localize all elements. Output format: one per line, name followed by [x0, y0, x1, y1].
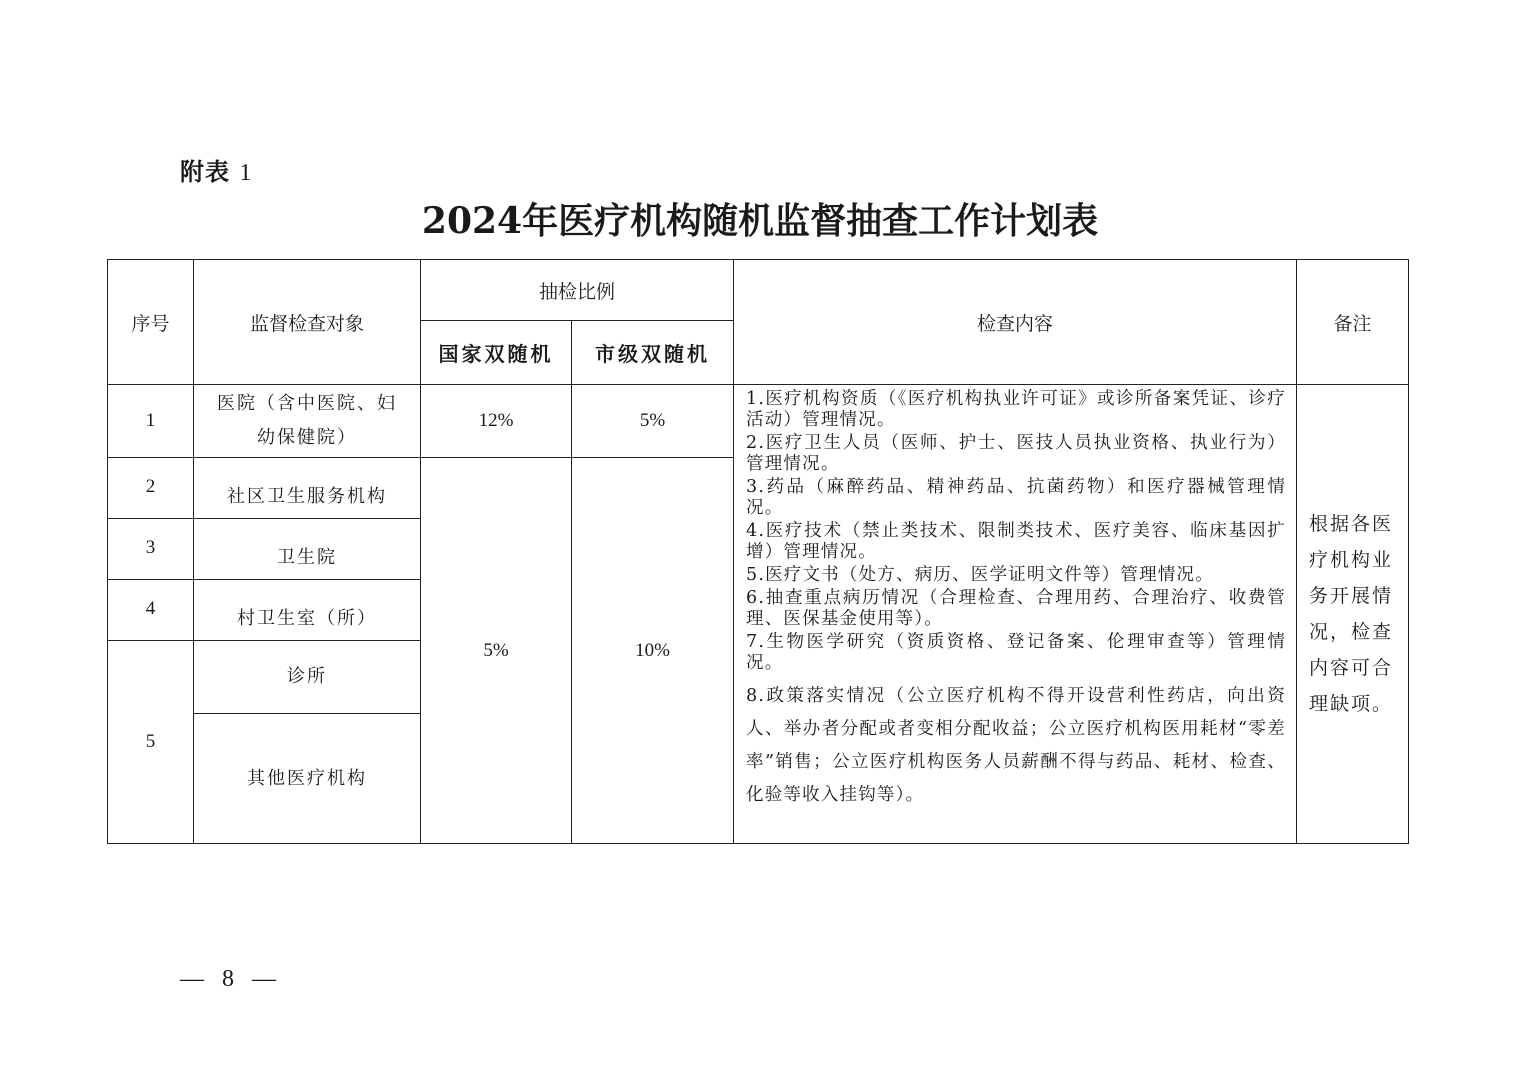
header-object: 监督检查对象: [194, 260, 421, 385]
content-item: 4.医疗技术（禁止类技术、限制类技术、医疗美容、临床基因扩增）管理情况。: [746, 521, 1287, 562]
attachment-prefix: 附表: [180, 158, 230, 186]
content-item: 3.药品（麻醉药品、精神药品、抗菌药物）和医疗器械管理情况。: [746, 477, 1287, 518]
row-seq: 2: [108, 458, 194, 519]
row-object: 社区卫生服务机构: [194, 458, 421, 519]
content-item: 6.抽查重点病历情况（合理检查、合理用药、合理治疗、收费管理、医保基金使用等）。: [746, 588, 1287, 629]
plan-table: [107, 259, 1409, 844]
row-seq: 4: [108, 580, 194, 641]
page-number: — 8 —: [180, 966, 282, 992]
row-seq: 5: [108, 641, 194, 844]
row-object: 诊所: [194, 641, 421, 714]
header-seq: 序号: [108, 260, 194, 385]
content-item: 2.医疗卫生人员（医师、护士、医技人员执业资格、执业行为）管理情况。: [746, 433, 1287, 474]
page-title: 2024年医疗机构随机监督抽查工作计划表: [421, 200, 1099, 242]
header-national: 国家双随机: [421, 321, 572, 385]
content-item: 8.政策落实情况（公立医疗机构不得开设营利性药店，向出资人、举办者分配或者变相分配收益；公立医疗机构医用耗材“零差率”销售；公立医疗机构医务人员薪酬不得与药品、耗材、检查、化验等收入挂钩等）。: [746, 686, 1287, 805]
content-item: 7.生物医学研究（资质资格、登记备案、伦理审查等）管理情况。: [746, 632, 1287, 673]
row-municipal-ratio: 5%: [572, 385, 734, 458]
header-remark: 备注: [1297, 260, 1409, 385]
content-item: 1.医疗机构资质（《医疗机构执业许可证》或诊所备案凭证、诊疗活动）管理情况。: [746, 389, 1287, 430]
header-content: 检查内容: [734, 260, 1297, 385]
header-ratio: 抽检比例: [421, 260, 734, 321]
attachment-label: [180, 152, 252, 187]
check-content-cell: [734, 385, 1297, 844]
row-national-ratio: 12%: [421, 385, 572, 458]
header-municipal: 市级双随机: [572, 321, 734, 385]
attachment-number: 1: [239, 160, 253, 186]
remark-cell: 根据各医疗机构业务开展情况，检查内容可合理缺项。: [1297, 385, 1409, 844]
row-object: 卫生院: [194, 519, 421, 580]
row-object: 医院（含中医院、妇幼保健院）: [194, 385, 421, 458]
row-object: 村卫生室（所）: [194, 580, 421, 641]
row-object: 其他医疗机构: [194, 714, 421, 844]
group-national-ratio: 5%: [421, 458, 572, 844]
row-seq: 3: [108, 519, 194, 580]
row-seq: 1: [108, 385, 194, 458]
content-item: 5.医疗文书（处方、病历、医学证明文件等）管理情况。: [746, 565, 1214, 585]
group-municipal-ratio: 10%: [572, 458, 734, 844]
